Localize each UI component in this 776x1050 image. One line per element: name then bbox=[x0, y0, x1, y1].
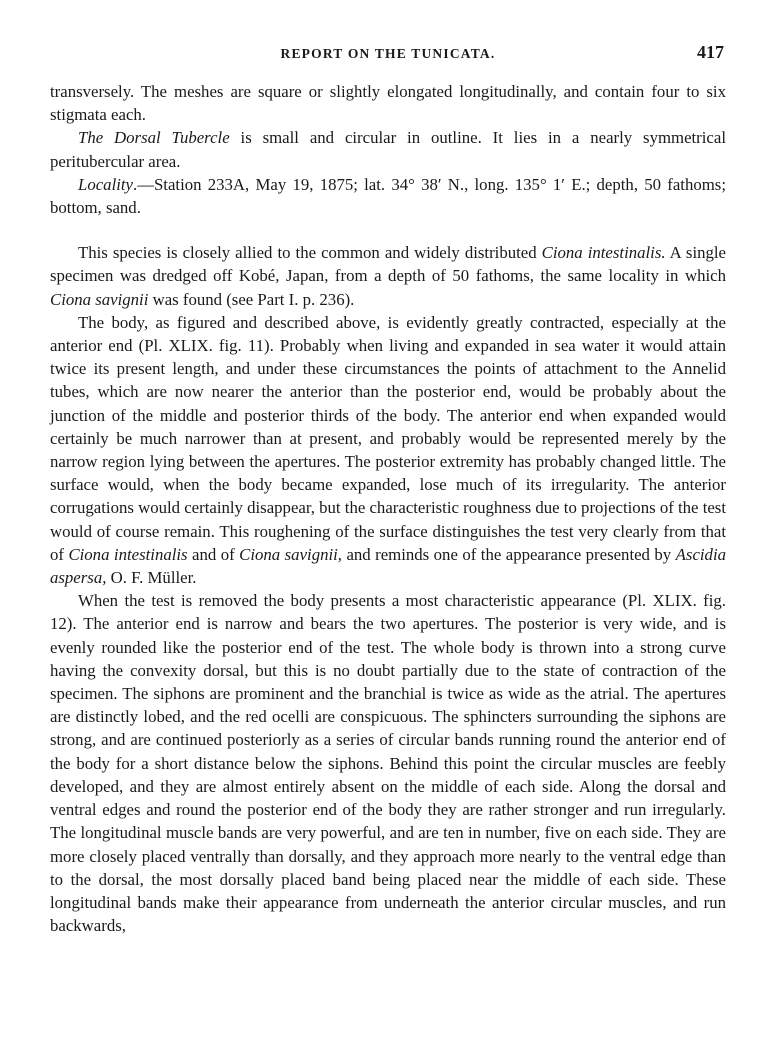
italic-text: Ciona intestinalis. bbox=[541, 243, 666, 263]
text-run: transversely. The meshes are square or slightly elongated longitudinally, and contain four to six stigmata each. bbox=[50, 82, 726, 125]
paragraph bbox=[50, 311, 726, 589]
paragraph bbox=[50, 173, 726, 219]
italic-text: Ciona intestinalis bbox=[68, 544, 188, 564]
section-gap bbox=[50, 219, 726, 241]
paragraph bbox=[50, 589, 726, 937]
running-title: REPORT ON THE TUNICATA. bbox=[280, 46, 496, 61]
text-run: is small and circular in outline. It lies in a nearly symmetrical peritubercular area. bbox=[50, 128, 726, 171]
page-header bbox=[50, 40, 726, 68]
paragraph bbox=[50, 126, 726, 172]
text-run: .—Station 233A, May 19, 1875; lat. 34° 38′ N., long. 135° 1′ E.; depth, 50 fathoms; bottom, sand. bbox=[50, 174, 726, 218]
text-run: was found (see Part I. p. 236). bbox=[148, 289, 355, 309]
paragraph bbox=[50, 80, 726, 126]
body-text bbox=[50, 80, 726, 937]
italic-text: Ciona savignii bbox=[50, 289, 149, 309]
text-run: When the test is removed the body presents a most characteristic appearance (Pl. XLIX. fig. 12). The anterior end is narrow and bears the two apertures. The posterior is very wide, and is evenly rounded like the posterior end of the test. The whole body is thrown into a strong curve having the convexity dorsal, but this is no doubt partially due to the state of contraction of the specimen. The siphons are prominent and the branchial is twice as wide as the atrial. The apertures are distinctly lobed, and the red ocelli are conspicuous. The sphincters surrounding the siphons are strong, and are continued posteriorly as a series of circular bands running round the anterior end of the body for a short distance below the siphons. Behind this point the circular muscles are feebly developed, and they are almost entirely absent on the middle of each side. Along the dorsal and ventral edges and round the posterior end of the body they are rather stronger and run irregularly. The longitudinal muscle bands are very powerful, and are ten in number, five on each side. They are more closely placed ventrally than dorsally, and they approach more nearly to the ventral edge than to the dorsal, the most dorsally placed band being placed near the middle of each side. These longitudinal bands make their appearance from underneath the anterior circular muscles, and run backwards, bbox=[50, 591, 726, 936]
text-run: The body, as figured and described above, is evidently greatly contracted, especially at the anterior end (Pl. XLIX. fig. 11). Probably when living and expanded in sea water it would attain twice its present length, and under these circumstances the points of attachment to the Annelid tubes, which are now nearer the anterior than the posterior end, would be probably about the junction of the middle and posterior thirds of the body. The anterior end when expanded would certainly be much narrower than at present, and probably would be represented merely by the narrow region lying between the apertures. The posterior extremity has probably changed little. The surface would, when the body became expanded, lose much of its irregularity. The anterior corrugations would certainly disappear, but the characteristic roughness due to projections of the test would of course remain. This roughening of the surface distinguishes the test very clearly from that of bbox=[50, 312, 726, 564]
text-run: and of bbox=[187, 544, 240, 564]
document-page bbox=[50, 40, 726, 937]
italic-text: Locality bbox=[78, 174, 133, 194]
italic-text: Ascidia aspersa, bbox=[50, 544, 726, 588]
italic-text: The Dorsal Tubercle bbox=[78, 128, 230, 148]
text-run: This species is closely allied to the common and widely distributed bbox=[78, 243, 542, 263]
text-run: O. F. Müller. bbox=[106, 568, 197, 588]
paragraph bbox=[50, 241, 726, 311]
text-run: and reminds one of the appearance presented by bbox=[342, 544, 676, 564]
text-run: A single specimen was dredged off Kobé, Japan, from a depth of 50 fathoms, the same locality in which bbox=[50, 243, 727, 286]
page-number: 417 bbox=[697, 42, 724, 62]
italic-text: Ciona savignii, bbox=[239, 544, 342, 564]
